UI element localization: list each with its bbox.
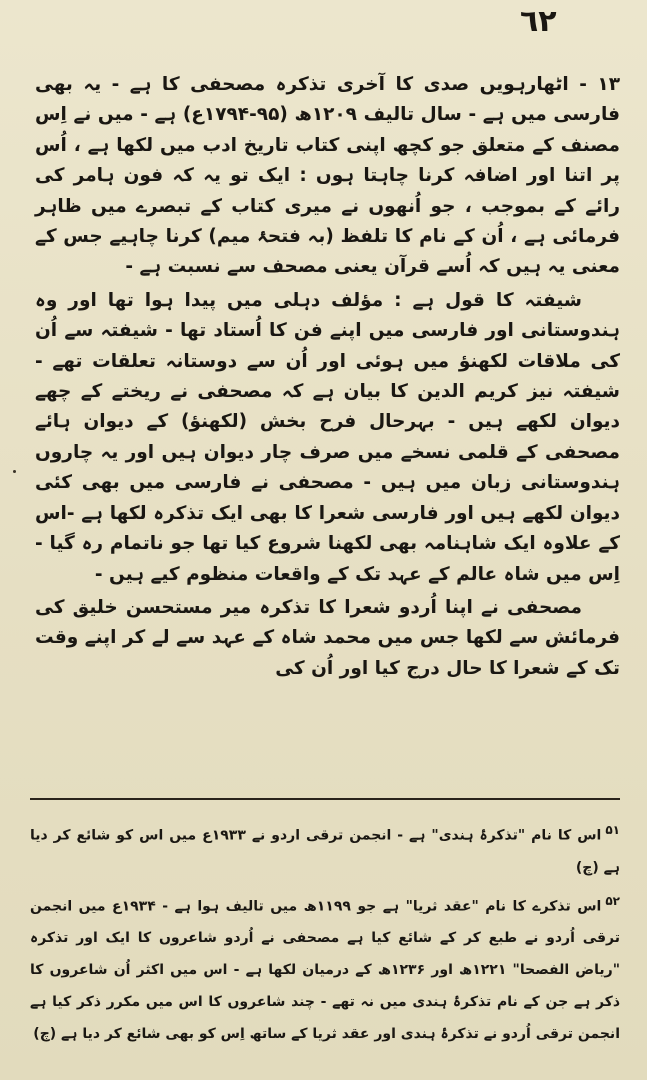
footnote-1 (30, 814, 620, 884)
main-text (35, 70, 620, 687)
paragraph-1: ۱۳ - اٹھارہویں صدی کا آخری تذکرہ مصحفی کا ہے - یہ بھی فارسی میں ہے - سال تالیف ۱۲۰۹ھ (۹۵-۱۷۹۴ع) ہے - میں نے اِس مصنف کے متعلق جو کچھ اپنی کتاب تاریخ ادب میں لکھا ہے ، اُس پر اتنا اور اضافہ کرنا چاہتا ہوں : ایک تو یہ کہ فون ہامر کی رائے کے بموجب ، جو اُنھوں نے میری کتاب کے تبصرے میں ظاہر فرمائی ہے ، اُن کے نام کا تلفظ (بہ فتحۂ میم) کرنا چاہیے جس کے معنی یہ ہیں کہ اُسے قرآن یعنی مصحف سے نسبت ہے - (35, 74, 621, 278)
ink-speck (13, 470, 16, 473)
footnote-marker: ۵۲ (605, 893, 620, 908)
footnote-marker: ۵۱ (605, 823, 621, 837)
footnote-divider (30, 798, 620, 800)
footnote-2 (30, 885, 620, 1051)
footnotes (30, 814, 620, 1051)
footnote-text: اس تذکرے کا نام "عقد ثریا" ہے جو ۱۱۹۹ھ میں تالیف ہوا ہے - ۱۹۳۴ع میں انجمن ترقی اُردو نے طبع کر کے شائع کیا ہے مصحفی نے اُردو شاعروں کا ایک اور تذکرہ "ریاض الفصحا" ۱۲۲۱ھ اور ۱۲۳۶ھ کے درمیان لکھا ہے - اس میں اکثر اُن شاعروں کا ذکر ہے جن کے نام تذکرۂ ہندی میں نہ تھے - چند شاعروں کا اس میں مکرر ذکر کیا ہے انجمن ترقی اُردو نے تذکرۂ ہندی اور عقد ثریا کے ساتھ اِس کو بھی شائع کر دیا ہے (چ) (30, 898, 621, 1043)
page-number: ٦٢ (520, 4, 557, 39)
footnote-text: اس کا نام "تذکرۂ ہندی" ہے - انجمن ترقی اردو نے ۱۹۳۳ع میں اس کو شائع کر دیا ہے (چ) (30, 827, 620, 876)
paragraph-2: شیفتہ کا قول ہے : مؤلف دہلی میں پیدا ہوا تھا اور وہ ہندوستانی اور فارسی میں اپنے فن کا اُستاد تھا - شیفتہ سے اُن کی ملاقات لکھنؤ میں ہوئی اور اُن سے دوستانہ تعلقات تھے - شیفتہ نیز کریم الدین کا بیان ہے کہ مصحفی نے ریختے کے چھے دیوان لکھے ہیں - بہرحال فرح بخش (لکھنؤ) کے دیوان ہائے مصحفی کے قلمی نسخے میں صرف چار دیوان ہیں اور یہ چاروں ہندوستانی زبان میں ہیں - مصحفی نے فارسی میں بھی کئی دیوان لکھے ہیں اور فارسی شعرا کا بھی ایک تذکرہ لکھا ہے -اس کے علاوہ ایک شاہنامہ بھی لکھنا شروع کیا تھا جو ناتمام رہ گیا - اِس میں شاہ عالم کے عہد تک کے واقعات منظوم کیے ہیں - (35, 289, 620, 585)
paragraph-3: مصحفی نے اپنا اُردو شعرا کا تذکرہ میر مستحسن خلیق کی فرمائش سے لکھا جس میں محمد شاہ کے عہد سے لے کر اپنے وقت تک کے شعرا کا حال درج کیا اور اُن کی (35, 596, 620, 679)
